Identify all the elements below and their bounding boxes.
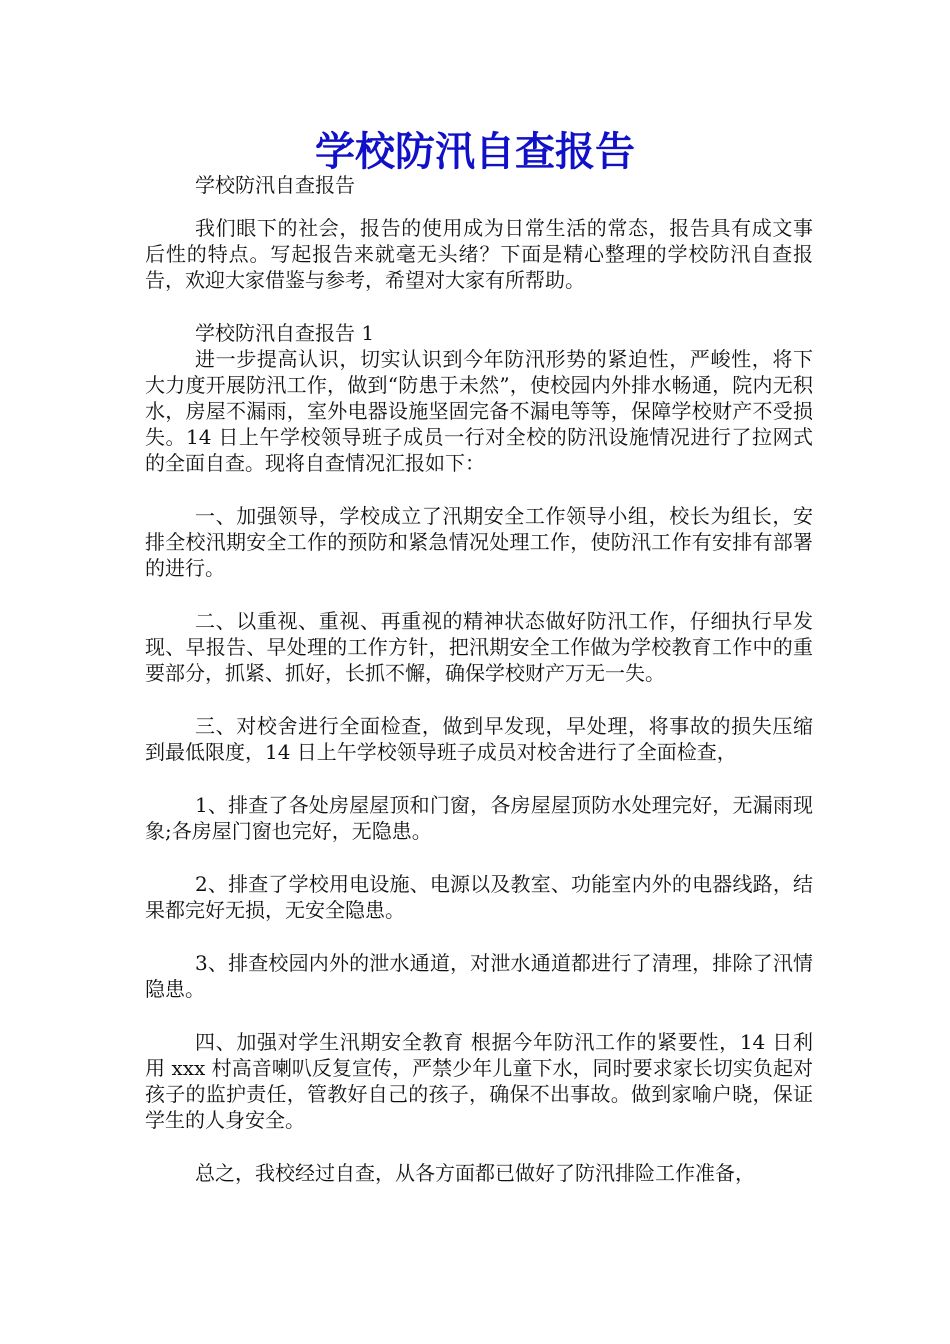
section-heading: 学校防汛自查报告 1 [195,321,375,345]
spacer [145,1002,813,1029]
body-paragraph: 一、加强领导，学校成立了汛期安全工作领导小组，校长为组长，安排全校汛期安全工作的预防和紧急情况处理工作，使防汛工作有安排有部署的进行。 [145,504,813,580]
body-paragraph: 四、加强对学生汛期安全教育 根据今年防汛工作的紧要性，14 日利用 xxx 村高音喇叭反复宣传，严禁少年儿童下水，同时要求家长切实负起对孩子的监护责任，管教好自己的孩子，确保不出事故。做到家喻户晓，保证学生的人身安全。 [145,1030,813,1132]
document-subtitle: 学校防汛自查报告 [195,173,355,197]
spacer [145,923,813,950]
list-item: 2、排查了学校用电设施、电源以及教室、功能室内外的电器线路，结果都完好无损，无安全隐患。 [145,872,813,922]
body-paragraph: 进一步提高认识，切实认识到今年防汛形势的紧迫性，严峻性，将下大力度开展防汛工作，做到“防患于未然”，使校园内外排水畅通，院内无积水，房屋不漏雨，室外电器设施坚固完备不漏电等等，保障学校财产不受损失。14 日上午学校领导班子成员一行对全校的防汛设施情况进行了拉网式的全面自查。现将自查情况汇报如下： [145,347,813,475]
document-body [145,172,813,1186]
spacer [145,844,813,871]
spacer [145,581,813,608]
document-title: 学校防汛自查报告 [315,128,635,175]
intro-paragraph: 我们眼下的社会，报告的使用成为日常生活的常态，报告具有成文事后性的特点。写起报告来就毫无头绪？下面是精心整理的学校防汛自查报告，欢迎大家借鉴与参考，希望对大家有所帮助。 [145,216,813,292]
spacer [145,765,813,792]
body-paragraph: 三、对校舍进行全面检查，做到早发现，早处理，将事故的损失压缩到最低限度，14 日上午学校领导班子成员对校舍进行了全面检查， [145,714,813,764]
spacer [145,686,813,713]
spacer [145,198,813,215]
spacer [145,1133,813,1160]
body-paragraph: 二、以重视、重视、再重视的精神状态做好防汛工作，仔细执行早发现、早报告、早处理的工作方针，把汛期安全工作做为学校教育工作中的重要部分，抓紧、抓好，长抓不懈，确保学校财产万无一失。 [145,609,813,685]
spacer [145,293,813,320]
spacer [145,476,813,503]
body-paragraph: 总之，我校经过自查，从各方面都已做好了防汛排险工作准备， [195,1161,755,1185]
list-item: 3、排查校园内外的泄水通道，对泄水通道都进行了清理，排除了汛情隐患。 [145,951,813,1001]
list-item: 1、排查了各处房屋屋顶和门窗，各房屋屋顶防水处理完好，无漏雨现象;各房屋门窗也完好，无隐患。 [145,793,813,843]
